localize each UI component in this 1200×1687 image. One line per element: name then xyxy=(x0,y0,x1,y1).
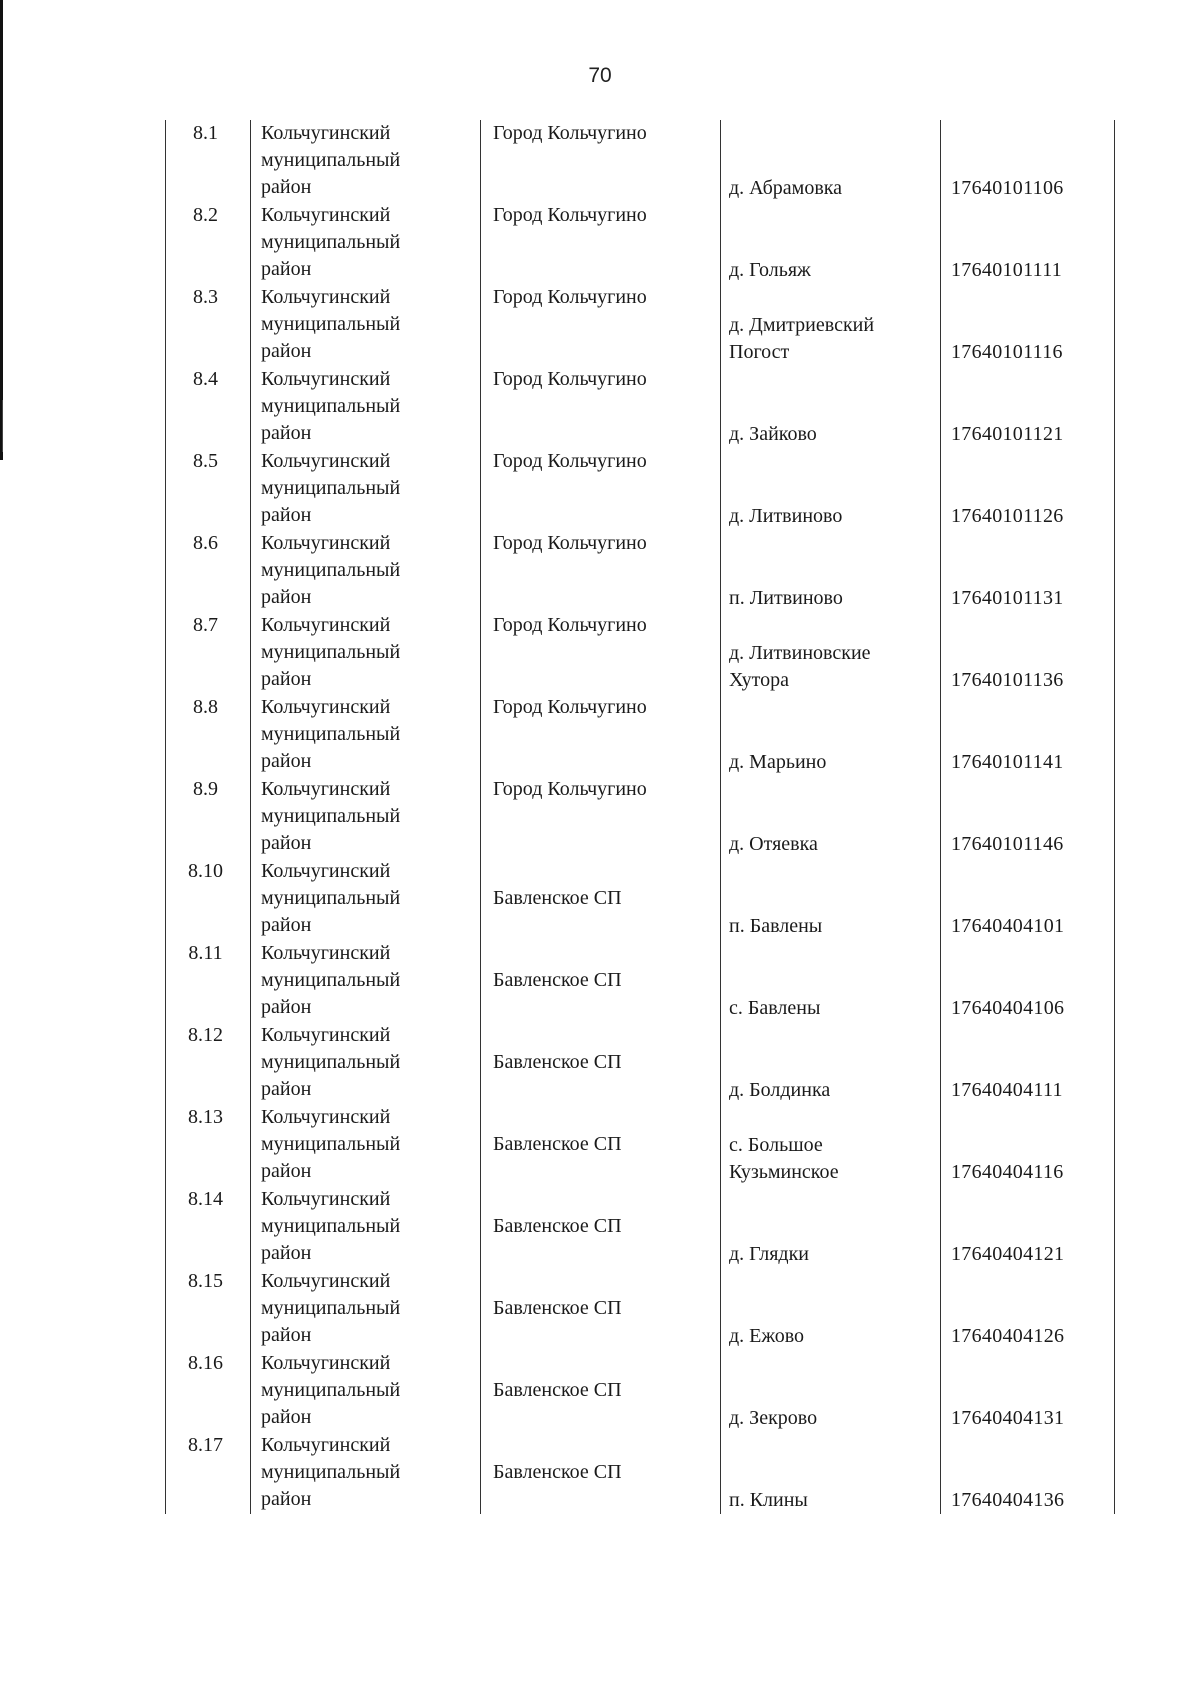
district-line: Кольчугинский xyxy=(261,1352,391,1374)
settlement-cell xyxy=(720,940,935,1022)
row-number: 8.4 xyxy=(165,366,245,448)
municipality-text: Бавленское СП xyxy=(493,1297,622,1319)
settlement-cell xyxy=(720,448,935,530)
municipality-text: Бавленское СП xyxy=(493,1215,622,1237)
district-line: Кольчугинский xyxy=(261,1106,391,1128)
oktmo-code: 17640101126 xyxy=(951,505,1064,527)
district-line: район xyxy=(261,258,312,280)
district-line: Кольчугинский xyxy=(261,1188,391,1210)
settlement-text xyxy=(729,1487,808,1514)
district-cell xyxy=(250,1268,470,1350)
row-number: 8.15 xyxy=(165,1268,245,1350)
oktmo-cell xyxy=(940,284,1115,366)
settlement-text xyxy=(729,1077,830,1104)
district-cell xyxy=(250,1022,470,1104)
row-number: 8.14 xyxy=(165,1186,245,1268)
oktmo-code: 17640404101 xyxy=(951,915,1065,937)
municipality-text: Город Кольчугино xyxy=(493,122,647,144)
district-cell xyxy=(250,1104,470,1186)
table-row xyxy=(165,1186,1115,1268)
oktmo-cell xyxy=(940,940,1115,1022)
settlement-text xyxy=(729,585,843,612)
settlement-line: д. Дмитриевский xyxy=(729,314,875,336)
settlement-text xyxy=(729,1241,809,1268)
settlement-cell xyxy=(720,858,935,940)
settlement-cell xyxy=(720,366,935,448)
oktmo-code: 17640404131 xyxy=(951,1407,1065,1429)
page-number: 70 xyxy=(588,64,612,87)
row-number: 8.9 xyxy=(165,776,245,858)
settlement-cell xyxy=(720,1104,935,1186)
table-row xyxy=(165,120,1115,202)
row-number: 8.7 xyxy=(165,612,245,694)
district-line: муниципальный xyxy=(261,805,401,827)
row-number: 8.6 xyxy=(165,530,245,612)
row-number: 8.11 xyxy=(165,940,245,1022)
oktmo-code: 17640404121 xyxy=(951,1243,1065,1265)
row-number: 8.8 xyxy=(165,694,245,776)
row-number: 8.12 xyxy=(165,1022,245,1104)
settlement-line: д. Ежово xyxy=(729,1325,805,1347)
settlement-line: п. Бавлены xyxy=(729,915,823,937)
oktmo-cell xyxy=(940,694,1115,776)
table-row xyxy=(165,940,1115,1022)
district-line: район xyxy=(261,832,312,854)
settlement-cell xyxy=(720,120,935,202)
settlement-line: д. Литвиново xyxy=(729,505,843,527)
district-cell xyxy=(250,530,470,612)
settlement-line: с. Большое xyxy=(729,1134,823,1156)
oktmo-code: 17640404116 xyxy=(951,1161,1064,1183)
settlement-cell xyxy=(720,530,935,612)
table-row xyxy=(165,1432,1115,1514)
settlement-line: Хутора xyxy=(729,669,790,691)
district-line: район xyxy=(261,1242,312,1264)
municipality-text: Город Кольчугино xyxy=(493,696,647,718)
oktmo-cell xyxy=(940,1022,1115,1104)
municipality-cell xyxy=(480,120,715,202)
settlement-text xyxy=(729,421,817,448)
district-cell xyxy=(250,940,470,1022)
district-line: район xyxy=(261,1078,312,1100)
settlement-cell xyxy=(720,612,935,694)
settlements-table xyxy=(165,120,1115,1514)
municipality-text: Бавленское СП xyxy=(493,1379,622,1401)
district-line: Кольчугинский xyxy=(261,942,391,964)
district-line: муниципальный xyxy=(261,1379,401,1401)
table-row xyxy=(165,1268,1115,1350)
oktmo-code: 17640404111 xyxy=(951,1079,1063,1101)
district-cell xyxy=(250,202,470,284)
settlement-line: д. Марьино xyxy=(729,751,827,773)
table-row xyxy=(165,612,1115,694)
settlement-cell xyxy=(720,694,935,776)
oktmo-cell xyxy=(940,1432,1115,1514)
municipality-cell xyxy=(480,940,715,1022)
municipality-text: Город Кольчугино xyxy=(493,286,647,308)
oktmo-code: 17640404106 xyxy=(951,997,1065,1019)
settlement-cell xyxy=(720,284,935,366)
oktmo-code: 17640101146 xyxy=(951,833,1064,855)
municipality-cell xyxy=(480,1022,715,1104)
district-line: муниципальный xyxy=(261,559,401,581)
oktmo-code: 17640101131 xyxy=(951,587,1064,609)
district-cell xyxy=(250,858,470,940)
district-line: муниципальный xyxy=(261,231,401,253)
district-line: Кольчугинский xyxy=(261,532,391,554)
district-cell xyxy=(250,120,470,202)
district-line: муниципальный xyxy=(261,887,401,909)
municipality-cell xyxy=(480,858,715,940)
district-line: район xyxy=(261,1406,312,1428)
municipality-text: Город Кольчугино xyxy=(493,204,647,226)
district-cell xyxy=(250,1350,470,1432)
district-line: Кольчугинский xyxy=(261,122,391,144)
oktmo-cell xyxy=(940,1186,1115,1268)
municipality-cell xyxy=(480,284,715,366)
oktmo-code: 17640404126 xyxy=(951,1325,1065,1347)
district-line: район xyxy=(261,996,312,1018)
settlement-text xyxy=(729,749,826,776)
settlement-text xyxy=(729,831,818,858)
district-line: муниципальный xyxy=(261,723,401,745)
municipality-cell xyxy=(480,694,715,776)
table-row xyxy=(165,858,1115,940)
municipality-cell xyxy=(480,448,715,530)
settlement-cell xyxy=(720,1432,935,1514)
district-line: Кольчугинский xyxy=(261,286,391,308)
oktmo-cell xyxy=(940,448,1115,530)
oktmo-cell xyxy=(940,366,1115,448)
settlement-text xyxy=(729,175,842,202)
district-line: Кольчугинский xyxy=(261,1434,391,1456)
district-cell xyxy=(250,612,470,694)
settlement-line: д. Зайково xyxy=(729,423,817,445)
oktmo-cell xyxy=(940,120,1115,202)
district-line: Кольчугинский xyxy=(261,860,391,882)
district-line: район xyxy=(261,586,312,608)
district-line: Кольчугинский xyxy=(261,450,391,472)
left-margin-mark xyxy=(2,400,3,452)
row-number: 8.17 xyxy=(165,1432,245,1514)
table-row xyxy=(165,694,1115,776)
settlement-text xyxy=(729,1405,817,1432)
district-line: муниципальный xyxy=(261,313,401,335)
district-line: район xyxy=(261,750,312,772)
table-row xyxy=(165,1350,1115,1432)
district-line: муниципальный xyxy=(261,1461,401,1483)
settlement-line: с. Бавлены xyxy=(729,997,821,1019)
municipality-text: Бавленское СП xyxy=(493,969,622,991)
municipality-cell xyxy=(480,366,715,448)
settlement-line: д. Литвиновские xyxy=(729,642,871,664)
oktmo-code: 17640101116 xyxy=(951,341,1063,363)
settlement-text xyxy=(729,312,874,366)
district-line: район xyxy=(261,1488,312,1510)
district-line: Кольчугинский xyxy=(261,696,391,718)
oktmo-code: 17640101141 xyxy=(951,751,1064,773)
settlement-text xyxy=(729,503,842,530)
municipality-cell xyxy=(480,776,715,858)
municipality-text: Бавленское СП xyxy=(493,887,622,909)
municipality-cell xyxy=(480,1104,715,1186)
district-cell xyxy=(250,448,470,530)
oktmo-cell xyxy=(940,1350,1115,1432)
district-cell xyxy=(250,694,470,776)
municipality-cell xyxy=(480,530,715,612)
district-line: муниципальный xyxy=(261,395,401,417)
table-row xyxy=(165,366,1115,448)
oktmo-cell xyxy=(940,1104,1115,1186)
district-line: район xyxy=(261,1324,312,1346)
settlement-text xyxy=(729,995,820,1022)
settlement-line: д. Абрамовка xyxy=(729,177,843,199)
settlement-cell xyxy=(720,1022,935,1104)
settlement-line: д. Отяевка xyxy=(729,833,818,855)
row-number: 8.2 xyxy=(165,202,245,284)
settlement-line: д. Зекрово xyxy=(729,1407,818,1429)
table-row xyxy=(165,202,1115,284)
row-number: 8.1 xyxy=(165,120,245,202)
settlement-line: п. Литвиново xyxy=(729,587,843,609)
settlement-cell xyxy=(720,1186,935,1268)
district-cell xyxy=(250,366,470,448)
district-line: муниципальный xyxy=(261,1215,401,1237)
table-row xyxy=(165,1104,1115,1186)
municipality-cell xyxy=(480,1268,715,1350)
oktmo-code: 17640101111 xyxy=(951,259,1063,281)
table-row xyxy=(165,776,1115,858)
settlement-line: Погост xyxy=(729,341,790,363)
settlement-line: д. Болдинка xyxy=(729,1079,831,1101)
table-row xyxy=(165,284,1115,366)
oktmo-cell xyxy=(940,776,1115,858)
district-line: Кольчугинский xyxy=(261,1270,391,1292)
municipality-text: Город Кольчугино xyxy=(493,368,647,390)
oktmo-code: 17640101136 xyxy=(951,669,1064,691)
oktmo-code: 17640101106 xyxy=(951,177,1064,199)
settlement-text xyxy=(729,913,822,940)
settlement-line: Кузьминское xyxy=(729,1161,839,1183)
district-cell xyxy=(250,1432,470,1514)
oktmo-cell xyxy=(940,202,1115,284)
district-line: муниципальный xyxy=(261,1051,401,1073)
municipality-cell xyxy=(480,1432,715,1514)
oktmo-cell xyxy=(940,612,1115,694)
district-cell xyxy=(250,1186,470,1268)
municipality-text: Бавленское СП xyxy=(493,1051,622,1073)
district-line: муниципальный xyxy=(261,1133,401,1155)
district-line: район xyxy=(261,914,312,936)
district-line: район xyxy=(261,176,312,198)
settlement-text xyxy=(729,1132,839,1186)
settlement-line: п. Клины xyxy=(729,1489,808,1511)
settlement-text xyxy=(729,640,871,694)
municipality-cell xyxy=(480,202,715,284)
settlement-cell xyxy=(720,1268,935,1350)
district-line: муниципальный xyxy=(261,149,401,171)
row-number: 8.10 xyxy=(165,858,245,940)
row-number: 8.16 xyxy=(165,1350,245,1432)
settlement-text xyxy=(729,257,811,284)
municipality-text: Бавленское СП xyxy=(493,1461,622,1483)
settlement-text xyxy=(729,1323,804,1350)
oktmo-cell xyxy=(940,530,1115,612)
table-row xyxy=(165,530,1115,612)
district-line: муниципальный xyxy=(261,1297,401,1319)
table-row xyxy=(165,1022,1115,1104)
oktmo-code: 17640101121 xyxy=(951,423,1064,445)
municipality-text: Город Кольчугино xyxy=(493,614,647,636)
district-line: район xyxy=(261,1160,312,1182)
municipality-cell xyxy=(480,1350,715,1432)
municipality-cell xyxy=(480,612,715,694)
district-line: муниципальный xyxy=(261,969,401,991)
district-line: район xyxy=(261,668,312,690)
municipality-cell xyxy=(480,1186,715,1268)
municipality-text: Город Кольчугино xyxy=(493,450,647,472)
district-line: район xyxy=(261,504,312,526)
district-line: муниципальный xyxy=(261,641,401,663)
district-line: район xyxy=(261,340,312,362)
settlement-cell xyxy=(720,776,935,858)
district-line: Кольчугинский xyxy=(261,204,391,226)
district-line: Кольчугинский xyxy=(261,778,391,800)
district-line: муниципальный xyxy=(261,477,401,499)
settlement-cell xyxy=(720,1350,935,1432)
oktmo-code: 17640404136 xyxy=(951,1489,1065,1511)
district-cell xyxy=(250,284,470,366)
municipality-text: Город Кольчугино xyxy=(493,778,647,800)
settlement-line: д. Гольяж xyxy=(729,259,811,281)
district-cell xyxy=(250,776,470,858)
row-number: 8.3 xyxy=(165,284,245,366)
district-line: Кольчугинский xyxy=(261,368,391,390)
oktmo-cell xyxy=(940,1268,1115,1350)
settlement-line: д. Глядки xyxy=(729,1243,810,1265)
settlement-cell xyxy=(720,202,935,284)
row-number: 8.13 xyxy=(165,1104,245,1186)
district-line: район xyxy=(261,422,312,444)
row-number: 8.5 xyxy=(165,448,245,530)
municipality-text: Бавленское СП xyxy=(493,1133,622,1155)
district-line: Кольчугинский xyxy=(261,1024,391,1046)
municipality-text: Город Кольчугино xyxy=(493,532,647,554)
oktmo-cell xyxy=(940,858,1115,940)
table-row xyxy=(165,448,1115,530)
district-line: Кольчугинский xyxy=(261,614,391,636)
